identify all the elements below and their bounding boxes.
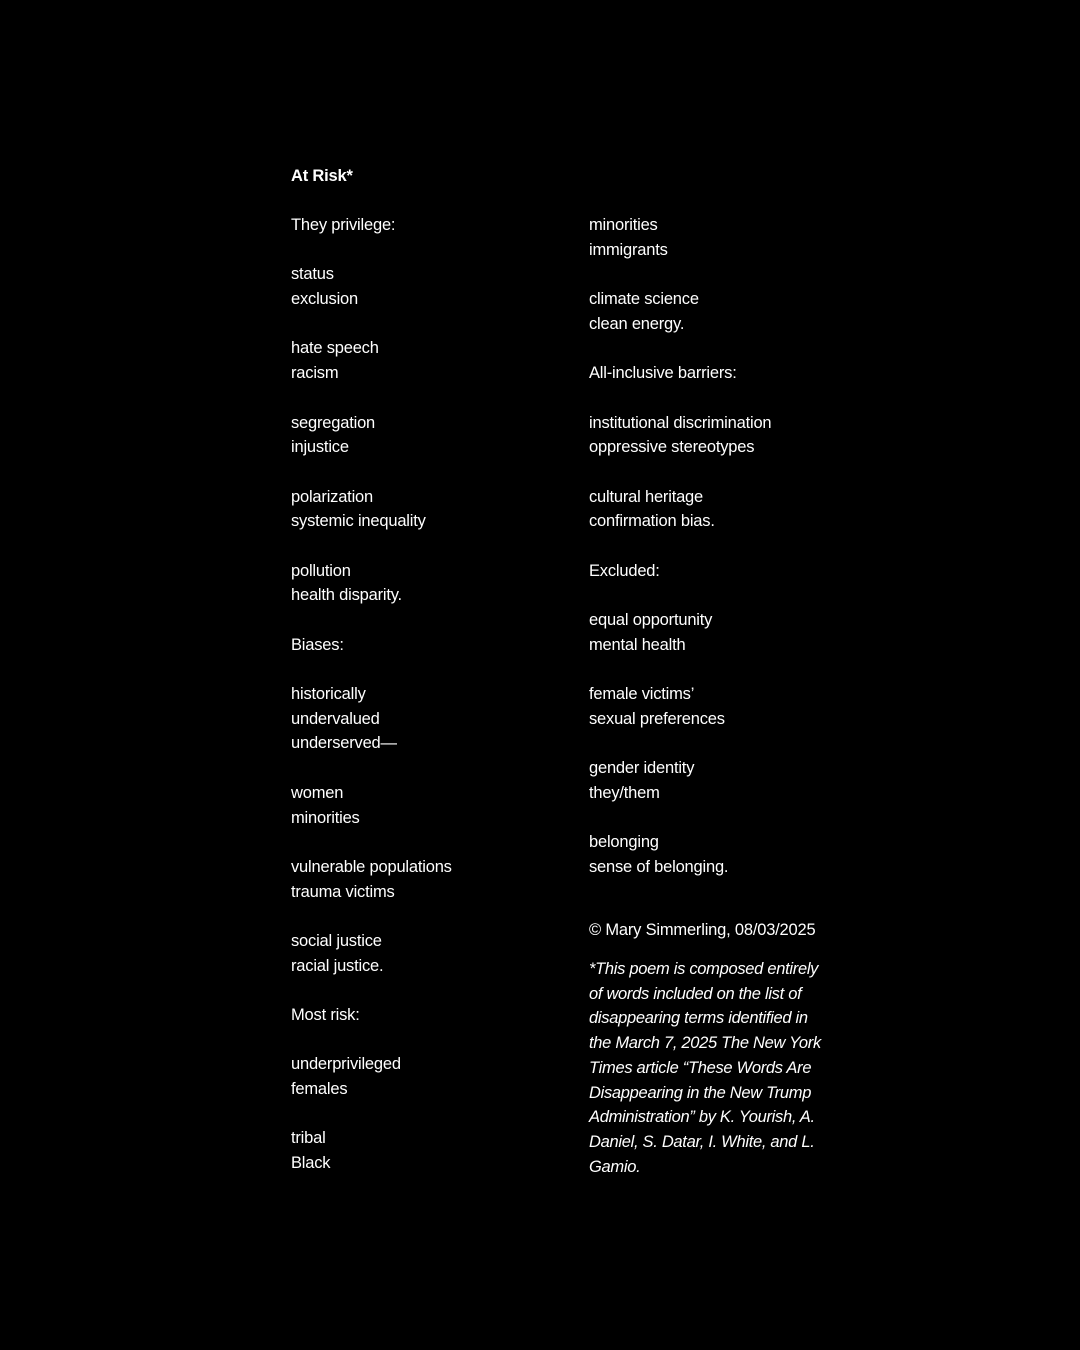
poem-left-column [291,213,452,1176]
stanza-break [589,583,771,608]
poem-line: oppressive stereotypes [589,438,755,457]
stanza-break [291,1028,452,1053]
poem-line: underprivileged [291,1055,401,1074]
poem-line: injustice [291,438,349,457]
poem-line: racism [291,364,339,383]
poem-line: gender identity [589,759,695,778]
stanza-break [589,731,771,756]
poem-line: minorities [589,216,658,234]
stanza-break [589,262,771,287]
poem-line: tribal [291,1129,326,1148]
stanza-break [589,336,771,361]
stanza-break [589,806,771,831]
stanza-break [291,904,452,929]
poem-line: underserved— [291,734,397,753]
poem-line: Most risk: [291,1006,360,1024]
stanza-break [291,608,452,633]
poem-line: They privilege: [291,216,396,234]
poem-line: social justice [291,931,382,950]
poem-line: Excluded: [589,561,660,580]
poem-line: All-inclusive barriers: [589,364,737,383]
poem-line: racial justice. [291,956,384,975]
poem-line: clean energy. [589,314,685,333]
poem-line: trauma victims [291,882,395,901]
poem-line: Biases: [291,635,344,654]
stanza-break [291,830,452,855]
poem-title: At Risk* [291,167,353,185]
poem-line: Black [291,1154,331,1173]
poem-line: cultural heritage [589,487,704,506]
stanza-break [291,978,452,1003]
poem-line: segregation [291,413,376,432]
poem-line: exclusion [291,290,358,309]
poem-line: females [291,1080,348,1099]
copyright-notice: © Mary Simmerling, 08/03/2025 [589,921,816,939]
poem-line: polarization [291,487,373,506]
stanza-break [589,534,771,559]
stanza-break [291,460,452,485]
stanza-break [589,460,771,485]
poem-line: systemic inequality [291,512,426,531]
poem-line: health disparity. [291,586,402,605]
poem-line: sense of belonging. [589,857,729,876]
poem-line: historically [291,685,366,704]
stanza-break [291,534,452,559]
poem-line: pollution [291,561,351,580]
poem-right-column [589,213,771,880]
stanza-break [589,657,771,682]
poem-line: mental health [589,635,686,654]
poem-line: minorities [291,808,360,827]
poem-line: female victims’ [589,685,695,704]
poem-line: hate speech [291,339,379,358]
poem-line: status [291,265,334,284]
stanza-break [589,386,771,411]
poem-line: institutional discrimination [589,413,772,432]
poem-line: equal opportunity [589,611,713,629]
poem-line: immigrants [589,240,668,259]
poem-line: vulnerable populations [291,857,452,876]
poem-line: undervalued [291,709,380,728]
stanza-break [291,1102,452,1127]
poem-line: confirmation bias. [589,512,715,531]
poem-line: belonging [589,833,659,852]
stanza-break [291,756,452,781]
poem-line: women [291,783,344,802]
stanza-break [291,386,452,411]
stanza-break [291,657,452,682]
footnote: *This poem is composed entirely of words included on the list of disappearing terms identified in the March 7, 2025 The New York Times article “These Words Are Disappearing in the New Trump Administration” by K. Yourish, A. Daniel, S. Datar, I. White, and L. Gamio. [589,960,821,1176]
poem-line: they/them [589,783,660,802]
poem-line: sexual preferences [589,709,725,728]
stanza-break [291,238,452,263]
poem-line: climate science [589,290,699,309]
stanza-break [291,312,452,337]
